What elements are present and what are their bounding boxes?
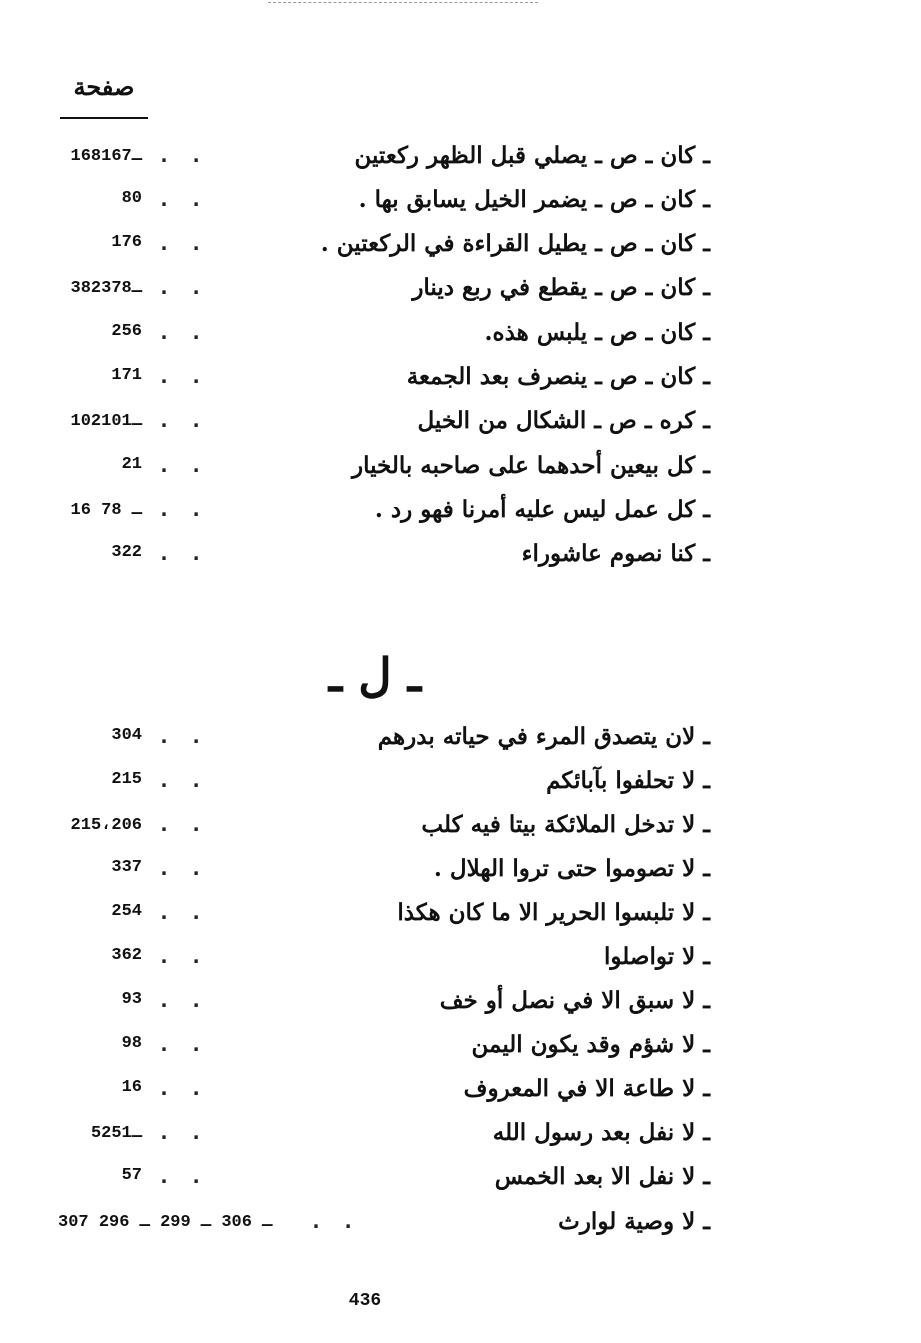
entry-text: ـ كان ـ ص ـ يقطع في ربع دينار bbox=[412, 274, 710, 301]
entry-pages: 16 bbox=[121, 1078, 142, 1097]
entry-text: ـ لا تصوموا حتى تروا الهلال . bbox=[433, 855, 710, 882]
dot-leaders: . . bbox=[158, 275, 207, 299]
entry-pages: 304 bbox=[111, 726, 142, 745]
entry-text: ـ لا شؤم وقد يكون اليمن bbox=[471, 1031, 710, 1058]
dot-leaders: . . bbox=[158, 724, 207, 748]
entry-text: ـ لا سبق الا في نصل أو خف bbox=[439, 987, 710, 1014]
dot-leaders: . . bbox=[158, 453, 207, 477]
list-item bbox=[50, 894, 710, 934]
list-item bbox=[50, 1026, 710, 1066]
entry-pages: 93 bbox=[121, 990, 142, 1009]
entry-text: ـ كان ـ ص ـ يصلي قبل الظهر ركعتين bbox=[354, 142, 710, 169]
dot-leaders: . . bbox=[158, 1120, 207, 1144]
list-item bbox=[50, 225, 710, 265]
list-item bbox=[50, 402, 710, 442]
entry-text: ـ لا تواصلوا bbox=[604, 943, 710, 970]
list-item bbox=[50, 938, 710, 978]
entry-pages: 307 ـ 306 ـ 299 ـ 296 bbox=[58, 1213, 273, 1232]
entry-text: ـ كل بيعين أحدهما على صاحبه بالخيار bbox=[351, 452, 710, 479]
dot-leaders: . . bbox=[158, 364, 207, 388]
list-item bbox=[50, 491, 710, 531]
entry-pages: 52ـ51 bbox=[90, 1124, 142, 1143]
list-item bbox=[50, 718, 710, 758]
section-heading-lam: ـ ل ـ bbox=[328, 648, 422, 702]
list-item bbox=[50, 1114, 710, 1154]
dot-leaders: . . bbox=[158, 988, 207, 1012]
list-item bbox=[50, 762, 710, 802]
dot-leaders: . . bbox=[158, 408, 207, 432]
entry-pages: 322 bbox=[111, 543, 142, 562]
dot-leaders: . . bbox=[158, 900, 207, 924]
entry-pages: 362 bbox=[111, 946, 142, 965]
dot-leaders: . . bbox=[158, 944, 207, 968]
list-item bbox=[50, 1158, 710, 1198]
list-item bbox=[50, 982, 710, 1022]
list-item bbox=[50, 1070, 710, 1110]
list-item bbox=[50, 850, 710, 890]
list-item bbox=[50, 535, 710, 575]
dot-leaders: . . bbox=[158, 541, 207, 565]
entry-text: ـ لا نفل الا بعد الخمس bbox=[494, 1163, 710, 1190]
entry-text: ـ لا تلبسوا الحرير الا ما كان هكذا bbox=[397, 899, 710, 926]
entry-pages: 102ـ101 bbox=[70, 412, 142, 431]
dot-leaders: . . bbox=[158, 231, 207, 255]
entry-pages: 337 bbox=[111, 858, 142, 877]
list-item bbox=[50, 269, 710, 309]
dot-leaders: . . bbox=[158, 1164, 207, 1188]
entry-text: ـ لا تحلفوا بآبائكم bbox=[546, 767, 710, 794]
entry-pages: 80 bbox=[121, 189, 142, 208]
list-item bbox=[50, 181, 710, 221]
entry-pages: 171 bbox=[111, 366, 142, 385]
entry-pages: 176 bbox=[111, 233, 142, 252]
entry-text: ـ كنا نصوم عاشوراء bbox=[521, 540, 710, 567]
column-header-page: صفحة bbox=[73, 72, 135, 101]
dot-leaders: . . bbox=[158, 497, 207, 521]
dot-leaders: . . bbox=[158, 320, 207, 344]
entry-text: ـ لا نفل بعد رسول الله bbox=[492, 1119, 710, 1146]
entry-text: ـ كان ـ ص ـ يطيل القراءة في الركعتين . bbox=[320, 230, 710, 257]
entry-pages: 215 bbox=[111, 770, 142, 789]
dot-leaders: . . bbox=[158, 768, 207, 792]
dot-leaders: . . bbox=[158, 812, 207, 836]
page-number: 436 bbox=[348, 1291, 382, 1311]
entry-pages: 254 bbox=[111, 902, 142, 921]
entry-text: ـ كان ـ ص ـ ينصرف بعد الجمعة bbox=[406, 363, 710, 390]
entry-text: ـ كل عمل ليس عليه أمرنا فهو رد . bbox=[374, 496, 710, 523]
list-item bbox=[50, 1203, 710, 1243]
entry-pages: 57 bbox=[121, 1166, 142, 1185]
entry-text: ـ لان يتصدق المرء في حياته بدرهم bbox=[377, 723, 710, 750]
dot-leaders: . . bbox=[158, 143, 207, 167]
list-item bbox=[50, 806, 710, 846]
entry-text: ـ كره ـ ص ـ الشكال من الخيل bbox=[417, 407, 710, 434]
dot-leaders: . . bbox=[158, 1076, 207, 1100]
entry-pages: 98 bbox=[121, 1034, 142, 1053]
entry-pages: 256 bbox=[111, 322, 142, 341]
entry-pages: 382ـ378 bbox=[70, 279, 142, 298]
entry-pages: 16 ـ 78 bbox=[70, 501, 142, 520]
dot-leaders: . . bbox=[158, 187, 207, 211]
dot-leaders: . . bbox=[158, 856, 207, 880]
entry-pages: 215،206 bbox=[70, 816, 142, 835]
list-item bbox=[50, 137, 710, 177]
dot-leaders: . . bbox=[310, 1209, 359, 1233]
column-header-underline bbox=[60, 117, 148, 119]
entry-pages: 21 bbox=[121, 455, 142, 474]
entry-text: ـ لا وصية لوارث bbox=[558, 1208, 710, 1235]
entry-text: ـ لا طاعة الا في المعروف bbox=[463, 1075, 710, 1102]
entry-text: ـ لا تدخل الملائكة بيتا فيه كلب bbox=[421, 811, 710, 838]
dot-leaders: . . bbox=[158, 1032, 207, 1056]
entry-text: ـ كان ـ ص ـ يضمر الخيل يسابق بها . bbox=[358, 186, 710, 213]
list-item bbox=[50, 358, 710, 398]
list-item bbox=[50, 314, 710, 354]
list-item bbox=[50, 447, 710, 487]
top-dashed-rule bbox=[268, 2, 538, 3]
entry-pages: 168ـ167 bbox=[70, 147, 142, 166]
entry-text: ـ كان ـ ص ـ يلبس هذه. bbox=[484, 319, 710, 346]
